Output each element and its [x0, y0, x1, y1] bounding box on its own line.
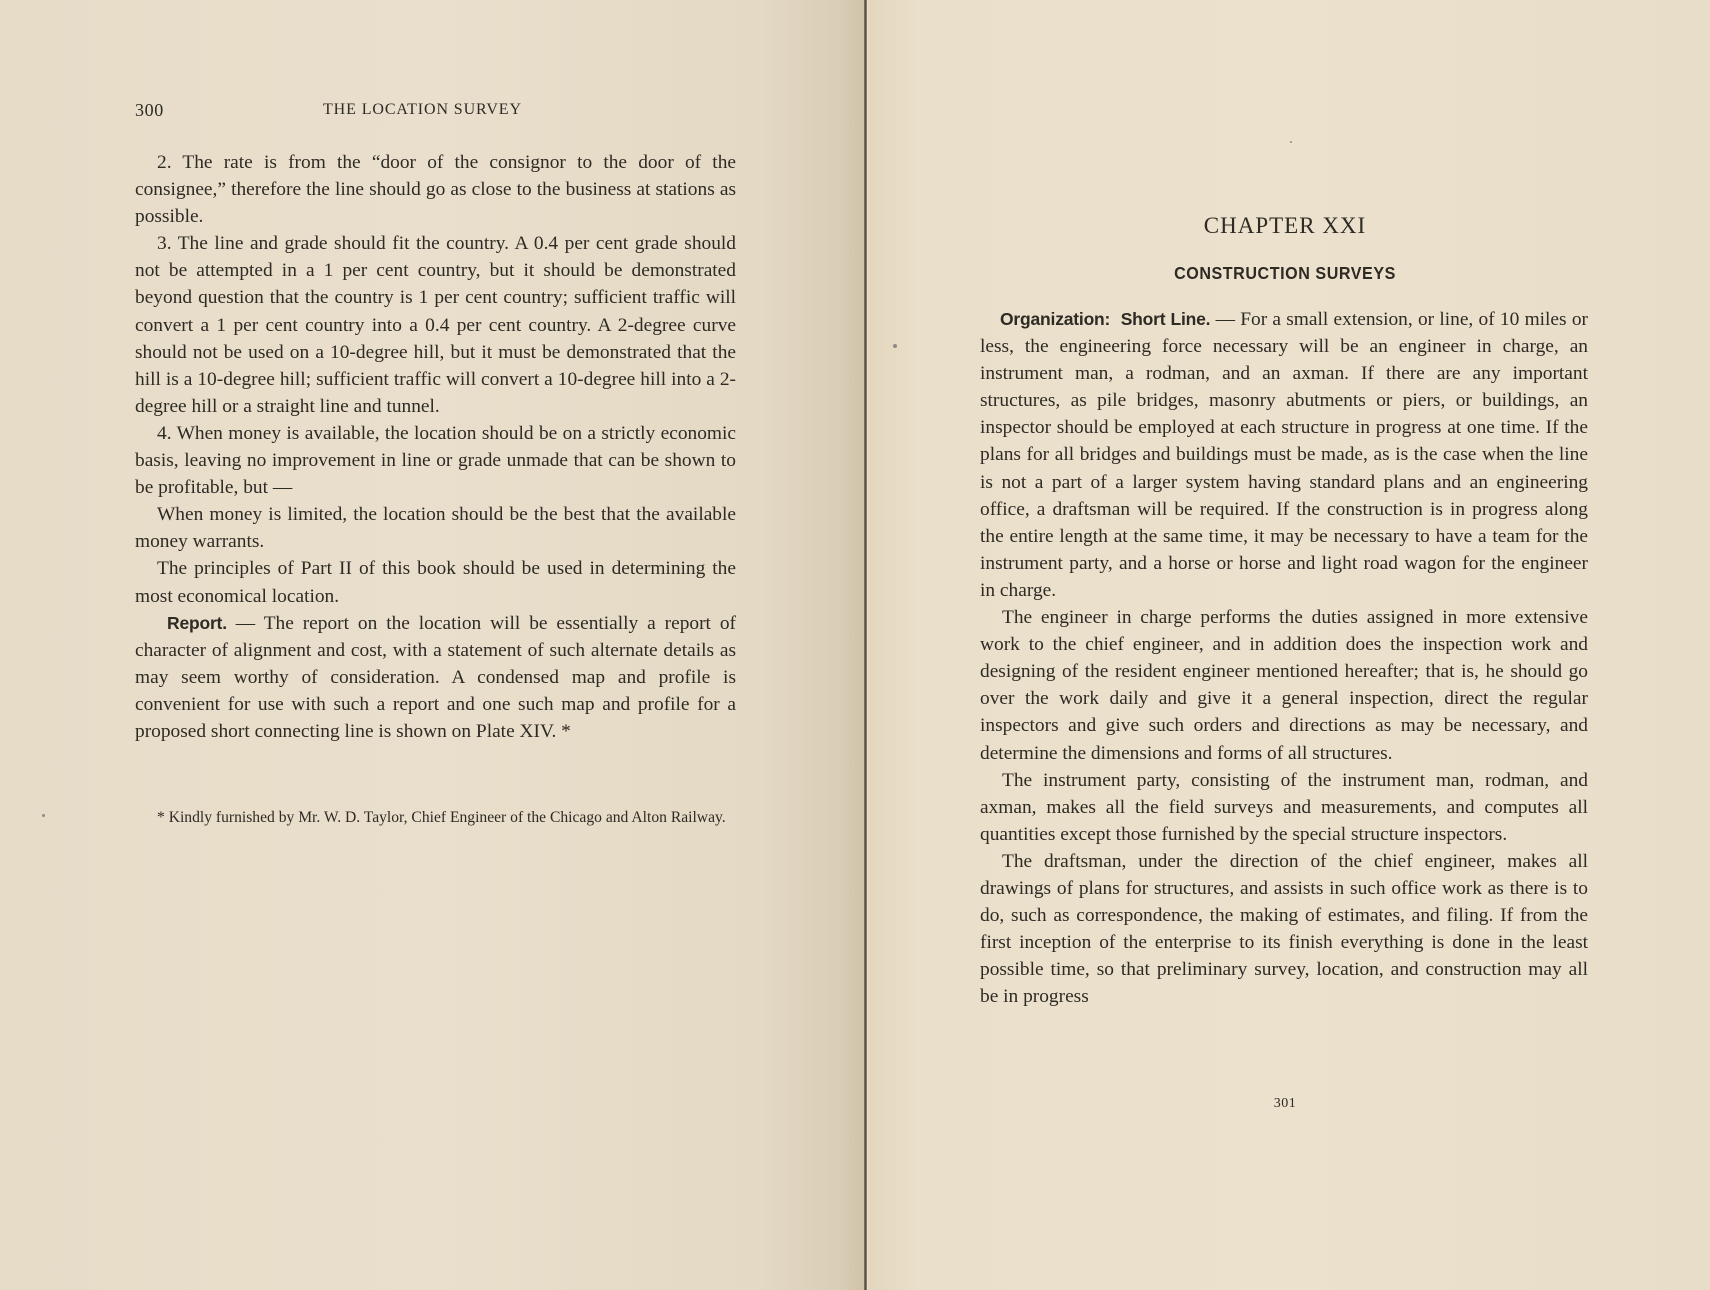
- paragraph-item-4: 4. When money is available, the location should be on a strictly economic basis, leaving no improvement in line or grade unmade that can be shown to be profitable, but —: [135, 422, 736, 499]
- paper-speck: [1290, 141, 1292, 143]
- paragraph-engineer-in-charge: The engineer in charge performs the duties assigned in more extensive work to the chief engineer, and in addition does the inspection work and designing of the resident engineer mentioned hereafter; that is, he should go over the work daily and give it a general inspection, direct the regular inspectors and give such orders and directions as may be necessary, and determine the dimensions and forms of all structures.: [980, 607, 1588, 764]
- page-number-right: 301: [1273, 1096, 1297, 1111]
- running-head-title: THE LOCATION SURVEY: [323, 101, 522, 118]
- right-page-body: [980, 306, 1588, 1010]
- footnote: [135, 807, 736, 828]
- report-heading: Report.: [167, 612, 227, 633]
- report-text: — The report on the location will be essentially a report of character of alignment and cost, with a statement of such alternate details as may seem worthy of consideration. A condensed map and profile is convenient for use with such a report and one such map and profile for a proposed short connecting line is shown on Plate XIV. *: [135, 612, 736, 742]
- short-line-heading: Short Line.: [1120, 309, 1211, 329]
- book-gutter: [864, 0, 867, 1290]
- page-number-left: 300: [135, 100, 164, 120]
- footnote-text: * Kindly furnished by Mr. W. D. Taylor, Chief Engineer of the Chicago and Alton Railway.: [157, 809, 726, 826]
- left-page-body: [135, 149, 736, 745]
- paragraph-item-2: 2. The rate is from the “door of the consignor to the door of the consignee,” therefore the line should go as close to the business at stations as possible.: [135, 152, 736, 228]
- organization-heading: Organization:: [1000, 309, 1111, 329]
- paragraph-instrument-party: The instrument party, consisting of the instrument man, rodman, and axman, makes all the field surveys and measurements, and computes all quantities except those furnished by the special structure inspectors.: [980, 769, 1588, 845]
- paragraph-item-3: 3. The line and grade should fit the country. A 0.4 per cent grade should not be attempted in a 1 per cent country, but it should be demonstrated beyond question that the country is 1 per cent country; sufficient traffic will convert a 1 per cent country into a 0.4 per cent country. A 2-degree curve should not be used on a 10-degree hill, but it must be demonstrated that the hill is a 10-degree hill; sufficient traffic will convert a 10-degree hill into a 2-degree hill or a straight line and tunnel.: [135, 233, 736, 417]
- chapter-title: CONSTRUCTION SURVEYS: [1174, 263, 1396, 283]
- running-head: [135, 100, 735, 126]
- paragraph-money-limited: When money is limited, the location should be the best that the available money warrants.: [135, 504, 736, 553]
- paragraph-report: [135, 610, 736, 745]
- paragraph-organization: [980, 306, 1588, 604]
- paragraph-draftsman: The draftsman, under the direction of the chief engineer, makes all drawings of plans for structures, and assists in such office work as there is to do, such as correspondence, the making of estimates, and filing. If from the first inception of the enterprise to its finish everything is done in the least possible time, so that preliminary survey, location, and construction may all be in progress: [980, 850, 1588, 1008]
- paragraph-principles: The principles of Part II of this book should be used in determining the most economical location.: [135, 558, 736, 607]
- chapter-number: CHAPTER XXI: [1203, 213, 1367, 238]
- organization-text: — For a small extension, or line, of 10 miles or less, the engineering force necessary will be an engineer in charge, an instrument man, a rodman, and an axman. If there are any important structures, as pile bridges, masonry abutments or piers, or buildings, an inspector should be employed at each structure in progress at one time. If the plans for all bridges and buildings must be made, as is the case when the line is not a part of a larger system having standard plans and an engineering office, a draftsman will be required. If the construction is in progress along the entire length at the same time, it may be necessary to have a team for the instrument party, and a horse or horse and light road wagon for the engineer in charge.: [980, 309, 1588, 601]
- paper-speck: [42, 814, 45, 817]
- paper-speck: [893, 344, 897, 348]
